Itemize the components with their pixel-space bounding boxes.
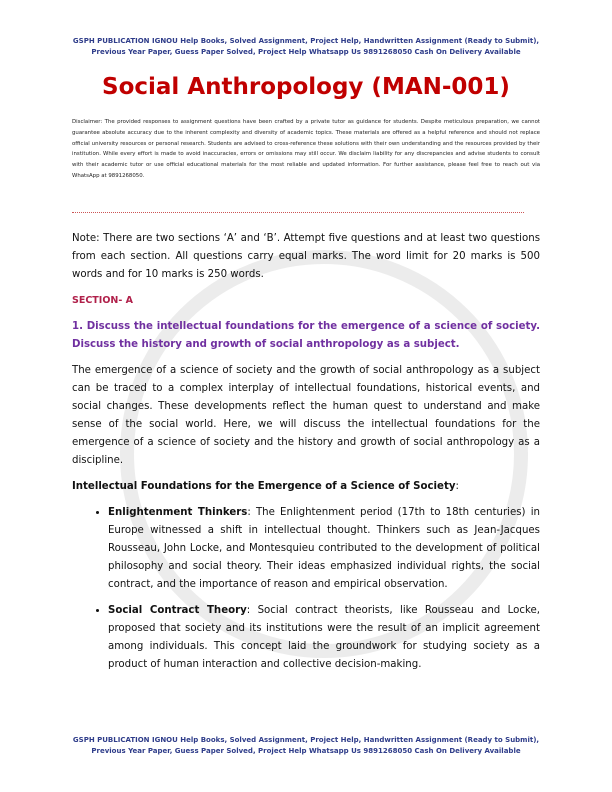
- document-body: [72, 230, 540, 682]
- document-title: Social Anthropology (MAN-001): [102, 74, 510, 100]
- bullet-term: Social Contract Theory: [108, 605, 247, 616]
- bullet-term: Enlightenment Thinkers: [108, 507, 248, 518]
- note: Note: There are two sections ‘A’ and ‘B’. Attempt five questions and at least two questions from each section. All questions carry equal marks. The word limit for 20 marks is 500 words and for 10 marks is 250 words.: [72, 233, 540, 280]
- footer-line-2: Previous Year Paper, Guess Paper Solved, Project Help Whatsapp Us 9891268050 Cash On Delivery Available: [91, 747, 521, 755]
- subheading-text: Intellectual Foundations for the Emergence of a Science of Society: [72, 481, 456, 492]
- list-item: [108, 504, 540, 594]
- subheading: [72, 478, 540, 496]
- divider: [72, 212, 524, 213]
- bullet-text: : Social contract theorists, like Rousseau and Locke, proposed that society and its institutions were the result of an implicit agreement among individuals. This concept laid the groundwork for studying society as a product of human interaction and collective decision-making.: [108, 605, 540, 670]
- header-line-2: Previous Year Paper, Guess Paper Solved, Project Help Whatsapp Us 9891268050 Cash On Delivery Available: [91, 48, 521, 56]
- question: 1. Discuss the intellectual foundations for the emergence of a science of society. Discuss the history and growth of social anthropology as a subject.: [72, 321, 540, 350]
- list-item: [108, 602, 540, 674]
- bullet-list: [72, 504, 540, 674]
- bullet-text: : The Enlightenment period (17th to 18th centuries) in Europe witnessed a shift in intellectual thought. Thinkers such as Jean-Jacques Rousseau, John Locke, and Montesquieu contributed to the development of political philosophy and social theory. Their ideas emphasized individual rights, the social contract, and the importance of reason and empirical observation.: [108, 507, 540, 590]
- intro-paragraph: The emergence of a science of society and the growth of social anthropology as a subject can be traced to a complex interplay of intellectual foundations, historical events, and social changes. These developments reflect the human quest to understand and make sense of the social world. Here, we will discuss the intellectual foundations for the emergence of a science of society and the history and growth of social anthropology as a discipline.: [72, 365, 540, 466]
- disclaimer: Disclaimer: The provided responses to assignment questions have been crafted by a private tutor as guidance for students. Despite meticulous preparation, we cannot guarantee absolute accuracy due to the inherent complexity and diversity of academic topics. These materials are offered as a helpful reference and should not replace official university resources or personal research. Students are advised to cross-reference these solutions with their own understanding and the resources provided by their institution. While every effort is made to avoid inaccuracies, errors or omissions may still occur. We disclaim liability for any discrepancies and advise students to consult with their academic tutor or use official educational materials for the most reliable and updated information. For further assistance, please feel free to reach out via WhatsApp at 9891268050.: [72, 119, 540, 179]
- footer-line-1: GSPH PUBLICATION IGNOU Help Books, Solved Assignment, Project Help, Handwritten Assignment (Ready to Submit),: [72, 736, 540, 744]
- header-line-1: GSPH PUBLICATION IGNOU Help Books, Solved Assignment, Project Help, Handwritten Assignment (Ready to Submit),: [72, 37, 540, 45]
- section-heading: SECTION- A: [72, 295, 133, 306]
- subheading-colon: :: [455, 481, 459, 492]
- page-footer: [40, 735, 572, 757]
- page-header: [40, 36, 572, 58]
